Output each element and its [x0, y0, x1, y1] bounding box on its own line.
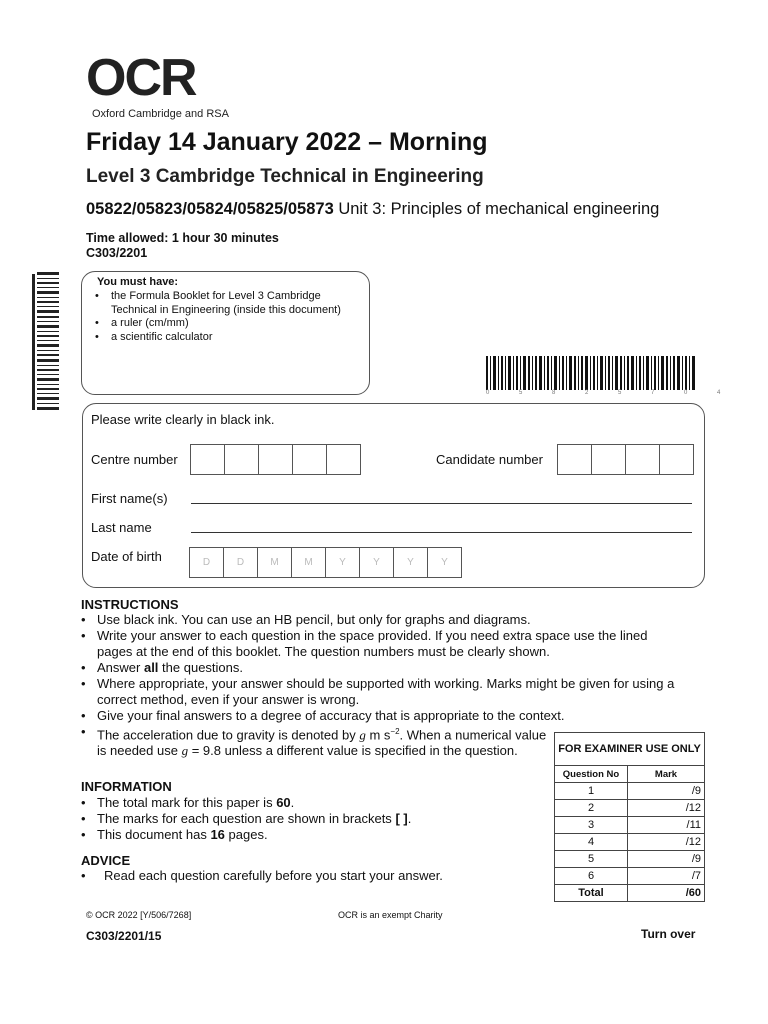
exam-title: Friday 14 January 2022 – Morning: [86, 128, 488, 156]
dob-cell[interactable]: D: [223, 547, 258, 578]
unit-codes: [86, 200, 659, 219]
information-list: [81, 795, 541, 843]
text: = 9.8 unless a different value is specified in the question.: [188, 743, 518, 759]
text: The marks for each question are shown in brackets: [97, 811, 396, 826]
gravity-symbol: g: [359, 727, 366, 743]
text: The acceleration due to gravity is denoted by: [97, 727, 360, 743]
first-name-label: First name(s): [91, 491, 168, 506]
mark-cell[interactable]: /9: [628, 783, 705, 800]
col-mark-header: Mark: [628, 766, 705, 783]
turn-over: Turn over: [641, 927, 696, 941]
digit-cell[interactable]: [292, 444, 327, 475]
list-item: [81, 724, 549, 759]
exam-subtitle: Level 3 Cambridge Technical in Engineering: [86, 166, 484, 187]
text: 16: [210, 827, 225, 842]
question-no: 3: [555, 817, 628, 834]
digit-cell[interactable]: [224, 444, 259, 475]
dob-cell[interactable]: D: [189, 547, 224, 578]
date-of-birth-label: Date of birth: [91, 549, 162, 564]
text: The total mark for this paper is: [97, 795, 277, 810]
barcode-digits: 0 5 8 2 5 7 0 4: [486, 390, 735, 396]
text: m s: [365, 727, 391, 743]
text: . When a numerical value is needed use: [97, 727, 547, 759]
date-of-birth-field[interactable]: [190, 547, 462, 578]
col-question-header: Question No: [555, 766, 628, 783]
candidate-number-field[interactable]: [558, 444, 694, 475]
advice-title: ADVICE: [81, 853, 131, 868]
question-no: 1: [555, 783, 628, 800]
mark-cell[interactable]: /9: [628, 851, 705, 868]
paper-code: C303/2201: [86, 246, 148, 260]
write-clearly-text: Please write clearly in black ink.: [91, 412, 275, 427]
time-allowed: Time allowed: 1 hour 30 minutes: [86, 231, 279, 245]
list-item: • a scientific calculator: [95, 331, 365, 345]
total-mark[interactable]: /60: [628, 885, 705, 902]
list-item: • the Formula Booklet for Level 3 Cambridge Technical in Engineering (inside this document): [95, 290, 365, 317]
information-title: INFORMATION: [81, 779, 172, 794]
examiner-header: FOR EXAMINER USE ONLY: [555, 733, 705, 766]
list-item: [81, 660, 681, 676]
list-item: • a ruler (cm/mm): [95, 317, 365, 331]
mark-cell[interactable]: /12: [628, 800, 705, 817]
must-have-title: You must have:: [97, 276, 179, 288]
question-no: 6: [555, 868, 628, 885]
last-name-field[interactable]: [191, 532, 692, 533]
gravity-symbol: g: [181, 743, 189, 759]
digit-cell[interactable]: [591, 444, 626, 475]
digit-cell[interactable]: [659, 444, 694, 475]
table-row-total: [555, 885, 705, 902]
digit-cell[interactable]: [258, 444, 293, 475]
examiner-table: [554, 732, 705, 902]
dob-cell[interactable]: Y: [427, 547, 462, 578]
text: .: [290, 795, 295, 810]
list-item: [81, 827, 541, 843]
list-item: • Write your answer to each question in the space provided. If you need extra space use the lined pages at the end of this booklet. The question numbers must be clearly shown.: [81, 628, 681, 660]
ocr-logo-subtitle: Oxford Cambridge and RSA: [92, 108, 229, 120]
spec-codes: 05822/05823/05824/05825/05873: [86, 200, 334, 218]
table-row: [555, 851, 705, 868]
list-item: [81, 811, 541, 827]
list-item: • Read each question carefully before you start your answer.: [81, 868, 541, 884]
text: This document has: [97, 827, 211, 842]
list-item: • Use black ink. You can use an HB pencil, but only for graphs and diagrams.: [81, 612, 681, 628]
digit-cell[interactable]: [190, 444, 225, 475]
centre-number-field[interactable]: [191, 444, 361, 475]
table-row: [555, 834, 705, 851]
text: 60: [276, 795, 291, 810]
last-name-label: Last name: [91, 520, 152, 535]
table-row: [555, 800, 705, 817]
first-name-field[interactable]: [191, 503, 692, 504]
text: Answer: [97, 660, 144, 675]
dob-cell[interactable]: Y: [393, 547, 428, 578]
side-barcode-icon: [28, 272, 62, 412]
centre-number-label: Centre number: [91, 452, 178, 467]
mark-cell[interactable]: /7: [628, 868, 705, 885]
question-no: 5: [555, 851, 628, 868]
mark-cell[interactable]: /12: [628, 834, 705, 851]
digit-cell[interactable]: [326, 444, 361, 475]
text: the questions.: [158, 660, 243, 675]
total-label: Total: [555, 885, 628, 902]
unit-title: Unit 3: Principles of mechanical engineering: [338, 200, 660, 218]
mark-cell[interactable]: /11: [628, 817, 705, 834]
list-item: • Give your final answers to a degree of accuracy that is appropriate to the context.: [81, 708, 681, 724]
table-row: [555, 783, 705, 800]
list-item: • Where appropriate, your answer should be supported with working. Marks might be given for using a correct method, even if your answer is wrong.: [81, 676, 681, 708]
dob-cell[interactable]: Y: [325, 547, 360, 578]
instructions-title: INSTRUCTIONS: [81, 597, 179, 612]
copyright-text: © OCR 2022 [Y/506/7268]: [86, 910, 192, 920]
dob-cell[interactable]: M: [257, 547, 292, 578]
dob-cell[interactable]: Y: [359, 547, 394, 578]
text: pages.: [224, 827, 268, 842]
ocr-logo: OCR: [86, 49, 196, 107]
digit-cell[interactable]: [625, 444, 660, 475]
digit-cell[interactable]: [557, 444, 592, 475]
question-no: 4: [555, 834, 628, 851]
charity-text: OCR is an exempt Charity: [338, 910, 443, 920]
footer-code: C303/2201/15: [86, 929, 162, 943]
list-item: [81, 795, 541, 811]
must-have-list: [95, 290, 365, 344]
superscript: −2: [390, 727, 400, 736]
table-row: [555, 868, 705, 885]
dob-cell[interactable]: M: [291, 547, 326, 578]
advice-list: [81, 868, 541, 884]
table-row: [555, 817, 705, 834]
text: all: [143, 660, 159, 675]
text: .: [407, 811, 412, 826]
text: [ ]: [395, 811, 408, 826]
candidate-number-label: Candidate number: [436, 452, 543, 467]
question-no: 2: [555, 800, 628, 817]
